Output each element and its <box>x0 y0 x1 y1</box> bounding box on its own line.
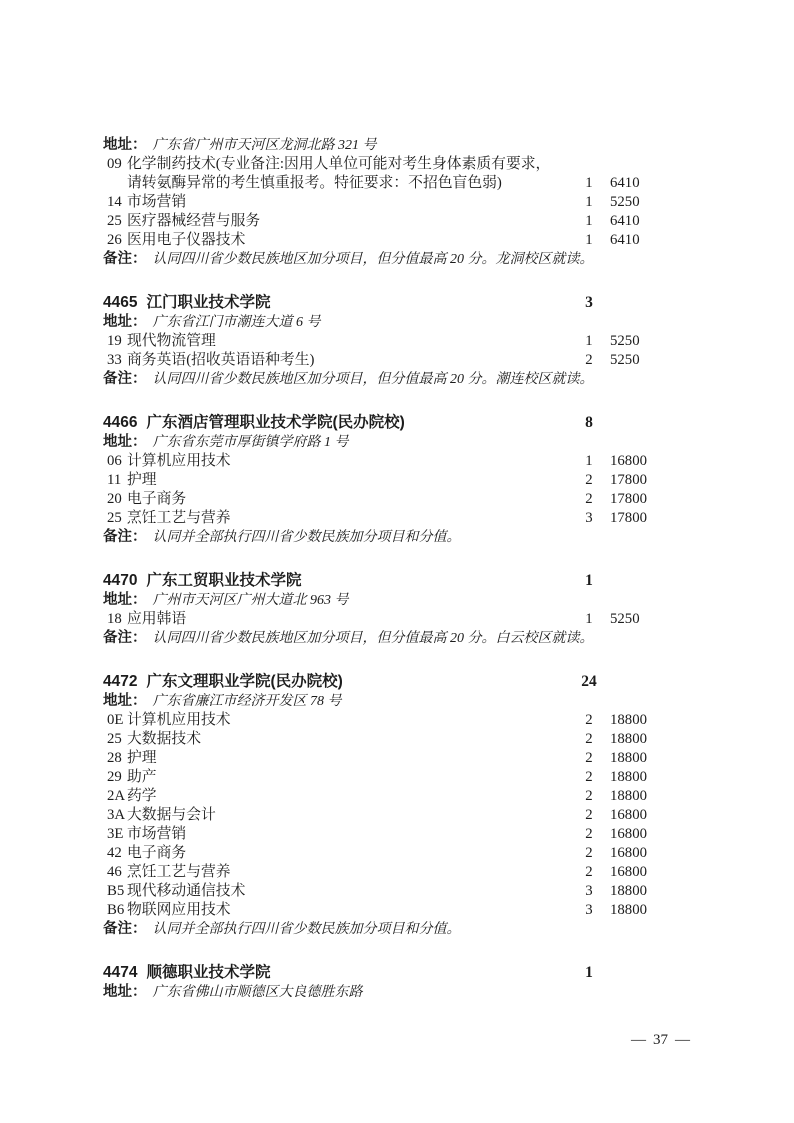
major-code: 18 <box>107 611 122 627</box>
major-list <box>103 155 660 250</box>
major-row <box>103 452 660 471</box>
major-code: B5 <box>107 883 125 899</box>
page-number <box>631 1032 690 1049</box>
major-row <box>103 787 660 806</box>
major-row <box>103 863 660 882</box>
address-line <box>103 433 660 452</box>
college-header <box>103 571 660 591</box>
major-quota: 1 <box>585 232 593 248</box>
college-section <box>103 672 660 939</box>
major-quota: 3 <box>585 902 593 918</box>
major-name <box>127 863 580 882</box>
address-line <box>103 692 660 711</box>
address-label: 地址： <box>103 137 147 153</box>
major-code: 28 <box>107 750 122 766</box>
remark-label: 备注： <box>103 251 147 267</box>
major-name-line: 市场营销 <box>127 194 187 210</box>
major-quota: 2 <box>585 352 593 368</box>
major-row <box>103 509 660 528</box>
major-name <box>127 471 580 490</box>
major-fee: 16800 <box>610 807 647 823</box>
remark-label: 备注： <box>103 371 147 387</box>
major-quota: 2 <box>585 491 593 507</box>
major-row <box>103 490 660 509</box>
major-code: 33 <box>107 352 122 368</box>
major-quota: 2 <box>585 788 593 804</box>
remark-line <box>103 920 660 939</box>
major-fee: 18800 <box>610 788 647 804</box>
major-name-line: 请转氨酶异常的考生慎重报考。特征要求：不招色盲色弱) <box>127 175 502 191</box>
major-fee: 5250 <box>610 611 640 627</box>
college-header <box>103 672 660 692</box>
major-row <box>103 231 660 250</box>
college-header <box>103 293 660 313</box>
major-name <box>127 844 580 863</box>
major-name-line: 计算机应用技术 <box>127 712 231 728</box>
major-list <box>103 610 660 629</box>
college-name: 顺德职业技术学院 <box>146 964 271 981</box>
major-fee: 18800 <box>610 883 647 899</box>
address-label: 地址： <box>103 434 147 450</box>
major-code: 26 <box>107 232 122 248</box>
major-name <box>127 509 580 528</box>
remark-line <box>103 250 660 269</box>
major-row <box>103 471 660 490</box>
major-name <box>127 711 580 730</box>
major-row <box>103 844 660 863</box>
remark-label: 备注： <box>103 529 147 545</box>
address-label: 地址： <box>103 314 147 330</box>
major-row <box>103 155 660 193</box>
address-line <box>103 136 660 155</box>
college-code: 4470 <box>103 572 138 589</box>
major-list <box>103 452 660 528</box>
major-fee: 16800 <box>610 826 647 842</box>
major-quota: 1 <box>585 453 593 469</box>
major-name <box>127 610 580 629</box>
college-header <box>103 963 660 983</box>
major-list <box>103 332 660 370</box>
college-code: 4465 <box>103 294 138 311</box>
remark-label: 备注： <box>103 921 147 937</box>
college-name: 广东酒店管理职业技术学院(民办院校) <box>146 414 405 431</box>
page-number-dash-right: — <box>675 1032 690 1048</box>
major-row <box>103 351 660 370</box>
major-name-line: 商务英语(招收英语语种考生) <box>127 352 315 368</box>
major-code: 11 <box>107 472 122 488</box>
major-quota: 2 <box>585 769 593 785</box>
major-name-line: 药学 <box>127 788 157 804</box>
college-code: 4474 <box>103 964 138 981</box>
college-header <box>103 413 660 433</box>
major-row <box>103 825 660 844</box>
major-name-line: 计算机应用技术 <box>127 453 231 469</box>
page-number-value: 37 <box>653 1032 668 1048</box>
major-quota: 2 <box>585 807 593 823</box>
major-name <box>127 155 580 193</box>
address-line <box>103 591 660 610</box>
major-code: 3A <box>107 807 126 823</box>
college-section <box>103 571 660 648</box>
major-quota: 1 <box>585 611 593 627</box>
major-fee: 18800 <box>610 750 647 766</box>
college-name: 广东工贸职业技术学院 <box>146 572 302 589</box>
remark-text: 认同并全部执行四川省少数民族加分项目和分值。 <box>152 922 461 937</box>
major-row <box>103 212 660 231</box>
major-fee: 6410 <box>610 232 640 248</box>
major-fee: 16800 <box>610 845 647 861</box>
address-text: 广东省江门市潮连大道 6 号 <box>152 315 321 330</box>
major-name-line: 大数据技术 <box>127 731 201 747</box>
major-fee: 18800 <box>610 902 647 918</box>
major-code: 2A <box>107 788 126 804</box>
major-code: B6 <box>107 902 125 918</box>
major-code: 46 <box>107 864 122 880</box>
major-name-line: 护理 <box>127 472 157 488</box>
major-list <box>103 711 660 920</box>
major-name-line: 化学制药技术(专业备注:因用人单位可能对考生身体素质有要求， <box>127 156 551 172</box>
college-section <box>103 963 660 1002</box>
address-text: 广东省佛山市顺德区大良德胜东路 <box>152 985 363 1000</box>
address-line <box>103 313 660 332</box>
major-row <box>103 610 660 629</box>
major-row <box>103 901 660 920</box>
major-name-line: 电子商务 <box>127 491 187 507</box>
major-fee: 17800 <box>610 510 647 526</box>
major-quota: 1 <box>585 213 593 229</box>
major-name <box>127 351 580 370</box>
major-code: 19 <box>107 333 122 349</box>
major-name-line: 烹饪工艺与营养 <box>127 510 231 526</box>
page-number-dash-left: — <box>631 1032 646 1048</box>
major-quota: 2 <box>585 845 593 861</box>
major-name <box>127 882 580 901</box>
major-name-line: 大数据与会计 <box>127 807 216 823</box>
major-name <box>127 768 580 787</box>
major-name-line: 助产 <box>127 769 157 785</box>
major-name <box>127 231 580 250</box>
major-code: 09 <box>107 156 122 172</box>
address-label: 地址： <box>103 592 147 608</box>
address-line <box>103 983 660 1002</box>
major-fee: 5250 <box>610 194 640 210</box>
major-name-line: 烹饪工艺与营养 <box>127 864 231 880</box>
college-name: 广东文理职业学院(民办院校) <box>146 673 343 690</box>
major-row <box>103 193 660 212</box>
major-name <box>127 193 580 212</box>
major-quota: 2 <box>585 472 593 488</box>
major-fee: 17800 <box>610 491 647 507</box>
major-name-line: 护理 <box>127 750 157 766</box>
college-code: 4472 <box>103 673 138 690</box>
college-plan-count: 1 <box>585 964 593 981</box>
major-name <box>127 806 580 825</box>
major-quota: 1 <box>585 194 593 210</box>
college-name: 江门职业技术学院 <box>146 294 271 311</box>
major-code: 29 <box>107 769 122 785</box>
remark-text: 认同四川省少数民族地区加分项目，但分值最高 20 分。白云校区就读。 <box>152 631 594 646</box>
major-code: 0E <box>107 712 124 728</box>
major-row <box>103 332 660 351</box>
major-row <box>103 768 660 787</box>
remark-text: 认同四川省少数民族地区加分项目，但分值最高 20 分。龙洞校区就读。 <box>152 252 594 267</box>
major-name <box>127 212 580 231</box>
remark-text: 认同并全部执行四川省少数民族加分项目和分值。 <box>152 530 461 545</box>
major-name-line: 医用电子仪器技术 <box>127 232 246 248</box>
major-fee: 5250 <box>610 352 640 368</box>
major-name <box>127 787 580 806</box>
college-plan-count: 3 <box>585 294 593 311</box>
remark-line <box>103 528 660 547</box>
major-row <box>103 711 660 730</box>
major-fee: 16800 <box>610 864 647 880</box>
major-row <box>103 806 660 825</box>
major-quota: 1 <box>585 175 593 191</box>
college-plan-count: 1 <box>585 572 593 589</box>
major-name <box>127 825 580 844</box>
address-text: 广州市天河区广州大道北 963 号 <box>152 593 349 608</box>
major-code: 14 <box>107 194 122 210</box>
college-plan-count: 8 <box>585 414 593 431</box>
major-code: 25 <box>107 510 122 526</box>
college-admission-list <box>103 136 660 1002</box>
remark-line <box>103 629 660 648</box>
major-quota: 3 <box>585 883 593 899</box>
major-fee: 18800 <box>610 712 647 728</box>
remark-text: 认同四川省少数民族地区加分项目，但分值最高 20 分。潮连校区就读。 <box>152 372 594 387</box>
major-fee: 6410 <box>610 175 640 191</box>
college-section <box>103 413 660 547</box>
major-code: 3E <box>107 826 124 842</box>
address-label: 地址： <box>103 984 147 1000</box>
major-name-line: 市场营销 <box>127 826 187 842</box>
major-code: 25 <box>107 213 122 229</box>
address-text: 广东省东莞市厚街镇学府路 1 号 <box>152 435 349 450</box>
major-code: 25 <box>107 731 122 747</box>
remark-label: 备注： <box>103 630 147 646</box>
major-row <box>103 749 660 768</box>
major-name <box>127 730 580 749</box>
major-name-line: 电子商务 <box>127 845 187 861</box>
major-row <box>103 882 660 901</box>
major-code: 06 <box>107 453 122 469</box>
major-fee: 16800 <box>610 453 647 469</box>
major-code: 20 <box>107 491 122 507</box>
major-quota: 2 <box>585 864 593 880</box>
major-quota: 2 <box>585 750 593 766</box>
major-name <box>127 749 580 768</box>
remark-line <box>103 370 660 389</box>
address-text: 广东省廉江市经济开发区 78 号 <box>152 694 342 709</box>
major-quota: 2 <box>585 731 593 747</box>
major-name-line: 应用韩语 <box>127 611 187 627</box>
college-code: 4466 <box>103 414 138 431</box>
major-fee: 6410 <box>610 213 640 229</box>
major-fee: 18800 <box>610 731 647 747</box>
major-name <box>127 490 580 509</box>
major-name <box>127 901 580 920</box>
address-label: 地址： <box>103 693 147 709</box>
major-quota: 2 <box>585 826 593 842</box>
major-quota: 3 <box>585 510 593 526</box>
major-name-line: 现代移动通信技术 <box>127 883 246 899</box>
college-plan-count: 24 <box>581 673 597 690</box>
major-name-line: 医疗器械经营与服务 <box>127 213 261 229</box>
major-fee: 17800 <box>610 472 647 488</box>
major-fee: 18800 <box>610 769 647 785</box>
major-quota: 2 <box>585 712 593 728</box>
major-name <box>127 332 580 351</box>
major-row <box>103 730 660 749</box>
major-fee: 5250 <box>610 333 640 349</box>
major-name-line: 现代物流管理 <box>127 333 216 349</box>
major-quota: 1 <box>585 333 593 349</box>
major-code: 42 <box>107 845 122 861</box>
major-name-line: 物联网应用技术 <box>127 902 231 918</box>
college-section <box>103 293 660 389</box>
college-section <box>103 136 660 269</box>
major-name <box>127 452 580 471</box>
address-text: 广东省广州市天河区龙洞北路 321 号 <box>152 138 377 153</box>
